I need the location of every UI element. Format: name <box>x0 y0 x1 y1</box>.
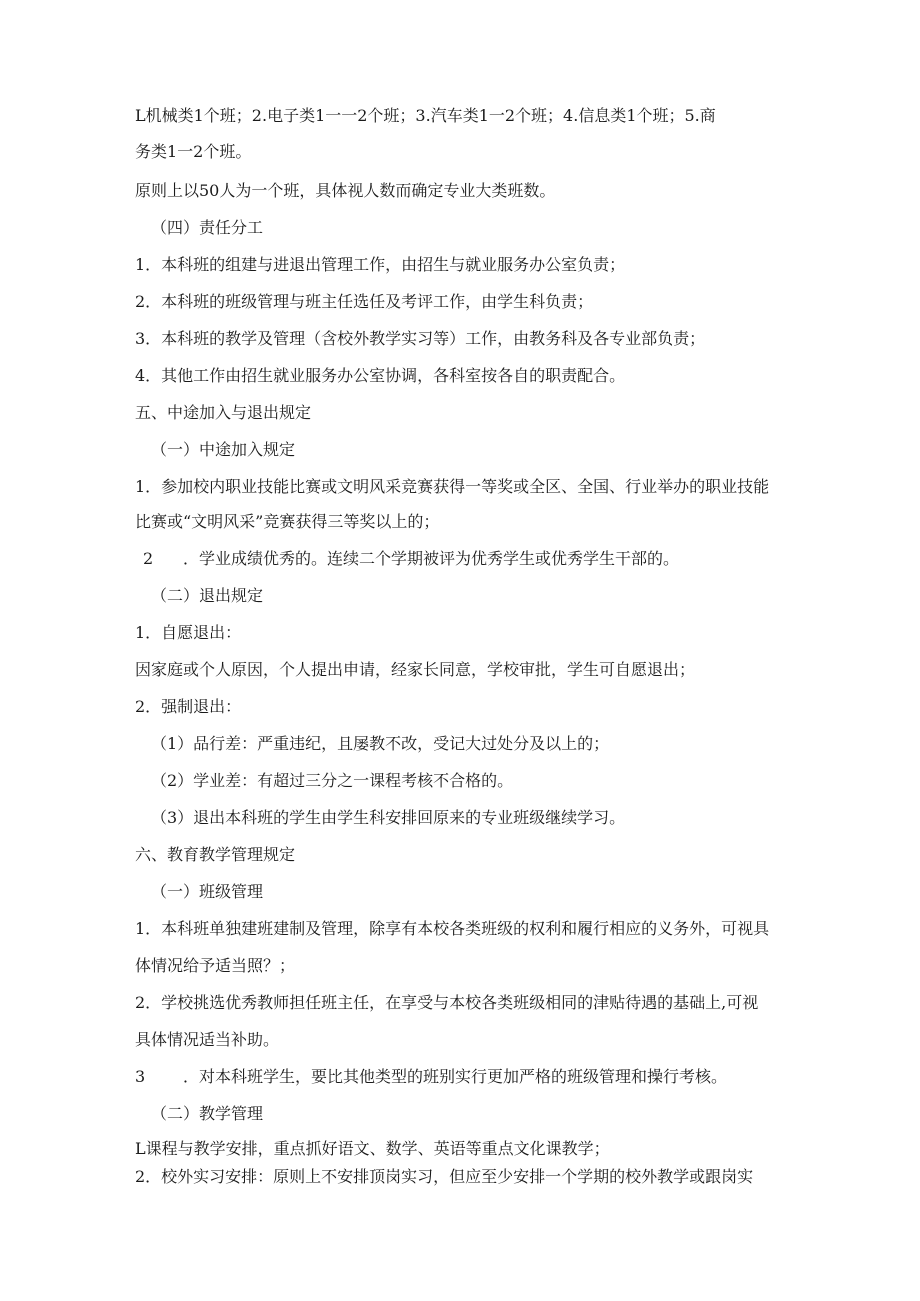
heading-responsibility: （四）责任分工 <box>151 218 264 237</box>
class-item-2-line-1: 2．学校挑选优秀教师担任班主任，在享受与本校各类班级相同的津贴待遇的基础上,可视 <box>135 993 759 1012</box>
class-item-1-line-2: 体情况给予适当照？； <box>135 956 296 975</box>
duty-item-1: 1．本科班的组建与进退出管理工作，由招生与就业服务办公室负责； <box>135 255 626 274</box>
exit-mandatory-conduct: （1）品行差：严重违纪，且屡教不改，受记大过处分及以上的； <box>151 734 610 753</box>
class-allocation-line-2: 务类1一2个班。 <box>135 142 252 161</box>
teaching-item-1: L课程与教学安排，重点抓好语文、数学、英语等重点文化课教学； <box>135 1139 610 1158</box>
duty-item-2: 2．本科班的班级管理与班主任选任及考评工作，由学生科负责； <box>135 292 594 311</box>
join-item-2-text: ．学业成绩优秀的。连续二个学期被评为优秀学生或优秀学生干部的。 <box>183 549 680 568</box>
exit-mandatory: 2．强制退出： <box>135 697 242 716</box>
heading-exit-rules: （二）退出规定 <box>151 586 264 605</box>
exit-voluntary-text: 因家庭或个人原因，个人提出申请，经家长同意，学校审批，学生可自愿退出； <box>135 660 696 679</box>
heading-join-rules: （一）中途加入规定 <box>151 440 296 459</box>
teaching-item-2: 2．校外实习安排：原则上不安排顶岗实习，但应至少安排一个学期的校外教学或跟岗实 <box>135 1167 754 1186</box>
duty-item-4: 4．其他工作由招生就业服务办公室协调，各科室按各自的职责配合。 <box>135 366 626 385</box>
heading-teaching-management: （二）教学管理 <box>151 1104 264 1123</box>
class-size-principle: 原则上以50人为一个班，具体视人数而确定专业大类班数。 <box>135 181 556 200</box>
class-allocation-line-1: L机械类1个班；2.电子类1一一2个班；3.汽车类1一2个班；4.信息类1个班；5.商 <box>135 106 716 125</box>
join-item-2-number: 2 <box>143 549 154 568</box>
class-item-3-number: 3 <box>135 1067 146 1086</box>
exit-voluntary: 1．自愿退出： <box>135 623 242 642</box>
heading-class-management: （一）班级管理 <box>151 882 264 901</box>
section-6-heading: 六、教育教学管理规定 <box>135 845 296 864</box>
class-item-2-line-2: 具体情况适当补助。 <box>135 1030 280 1049</box>
join-item-1-line-1: 1．参加校内职业技能比赛或文明风采竞赛获得一等奖或全区、全国、行业举办的职业技能 <box>135 477 770 496</box>
class-item-3-text: ．对本科班学生，要比其他类型的班别实行更加严格的班级管理和操行考核。 <box>183 1067 728 1086</box>
duty-item-3: 3．本科班的教学及管理（含校外教学实习等）工作，由教务科及各专业部负责； <box>135 329 706 348</box>
exit-mandatory-return: （3）退出本科班的学生由学生科安排回原来的专业班级继续学习。 <box>151 808 626 827</box>
class-item-1-line-1: 1．本科班单独建班建制及管理，除享有本校各类班级的权利和履行相应的义务外，可视具 <box>135 919 770 938</box>
join-item-1-line-2: 比赛或“文明风采”竞赛获得三等奖以上的； <box>135 512 440 531</box>
exit-mandatory-academic: （2）学业差：有超过三分之一课程考核不合格的。 <box>151 771 514 790</box>
section-5-heading: 五、中途加入与退出规定 <box>135 403 312 422</box>
